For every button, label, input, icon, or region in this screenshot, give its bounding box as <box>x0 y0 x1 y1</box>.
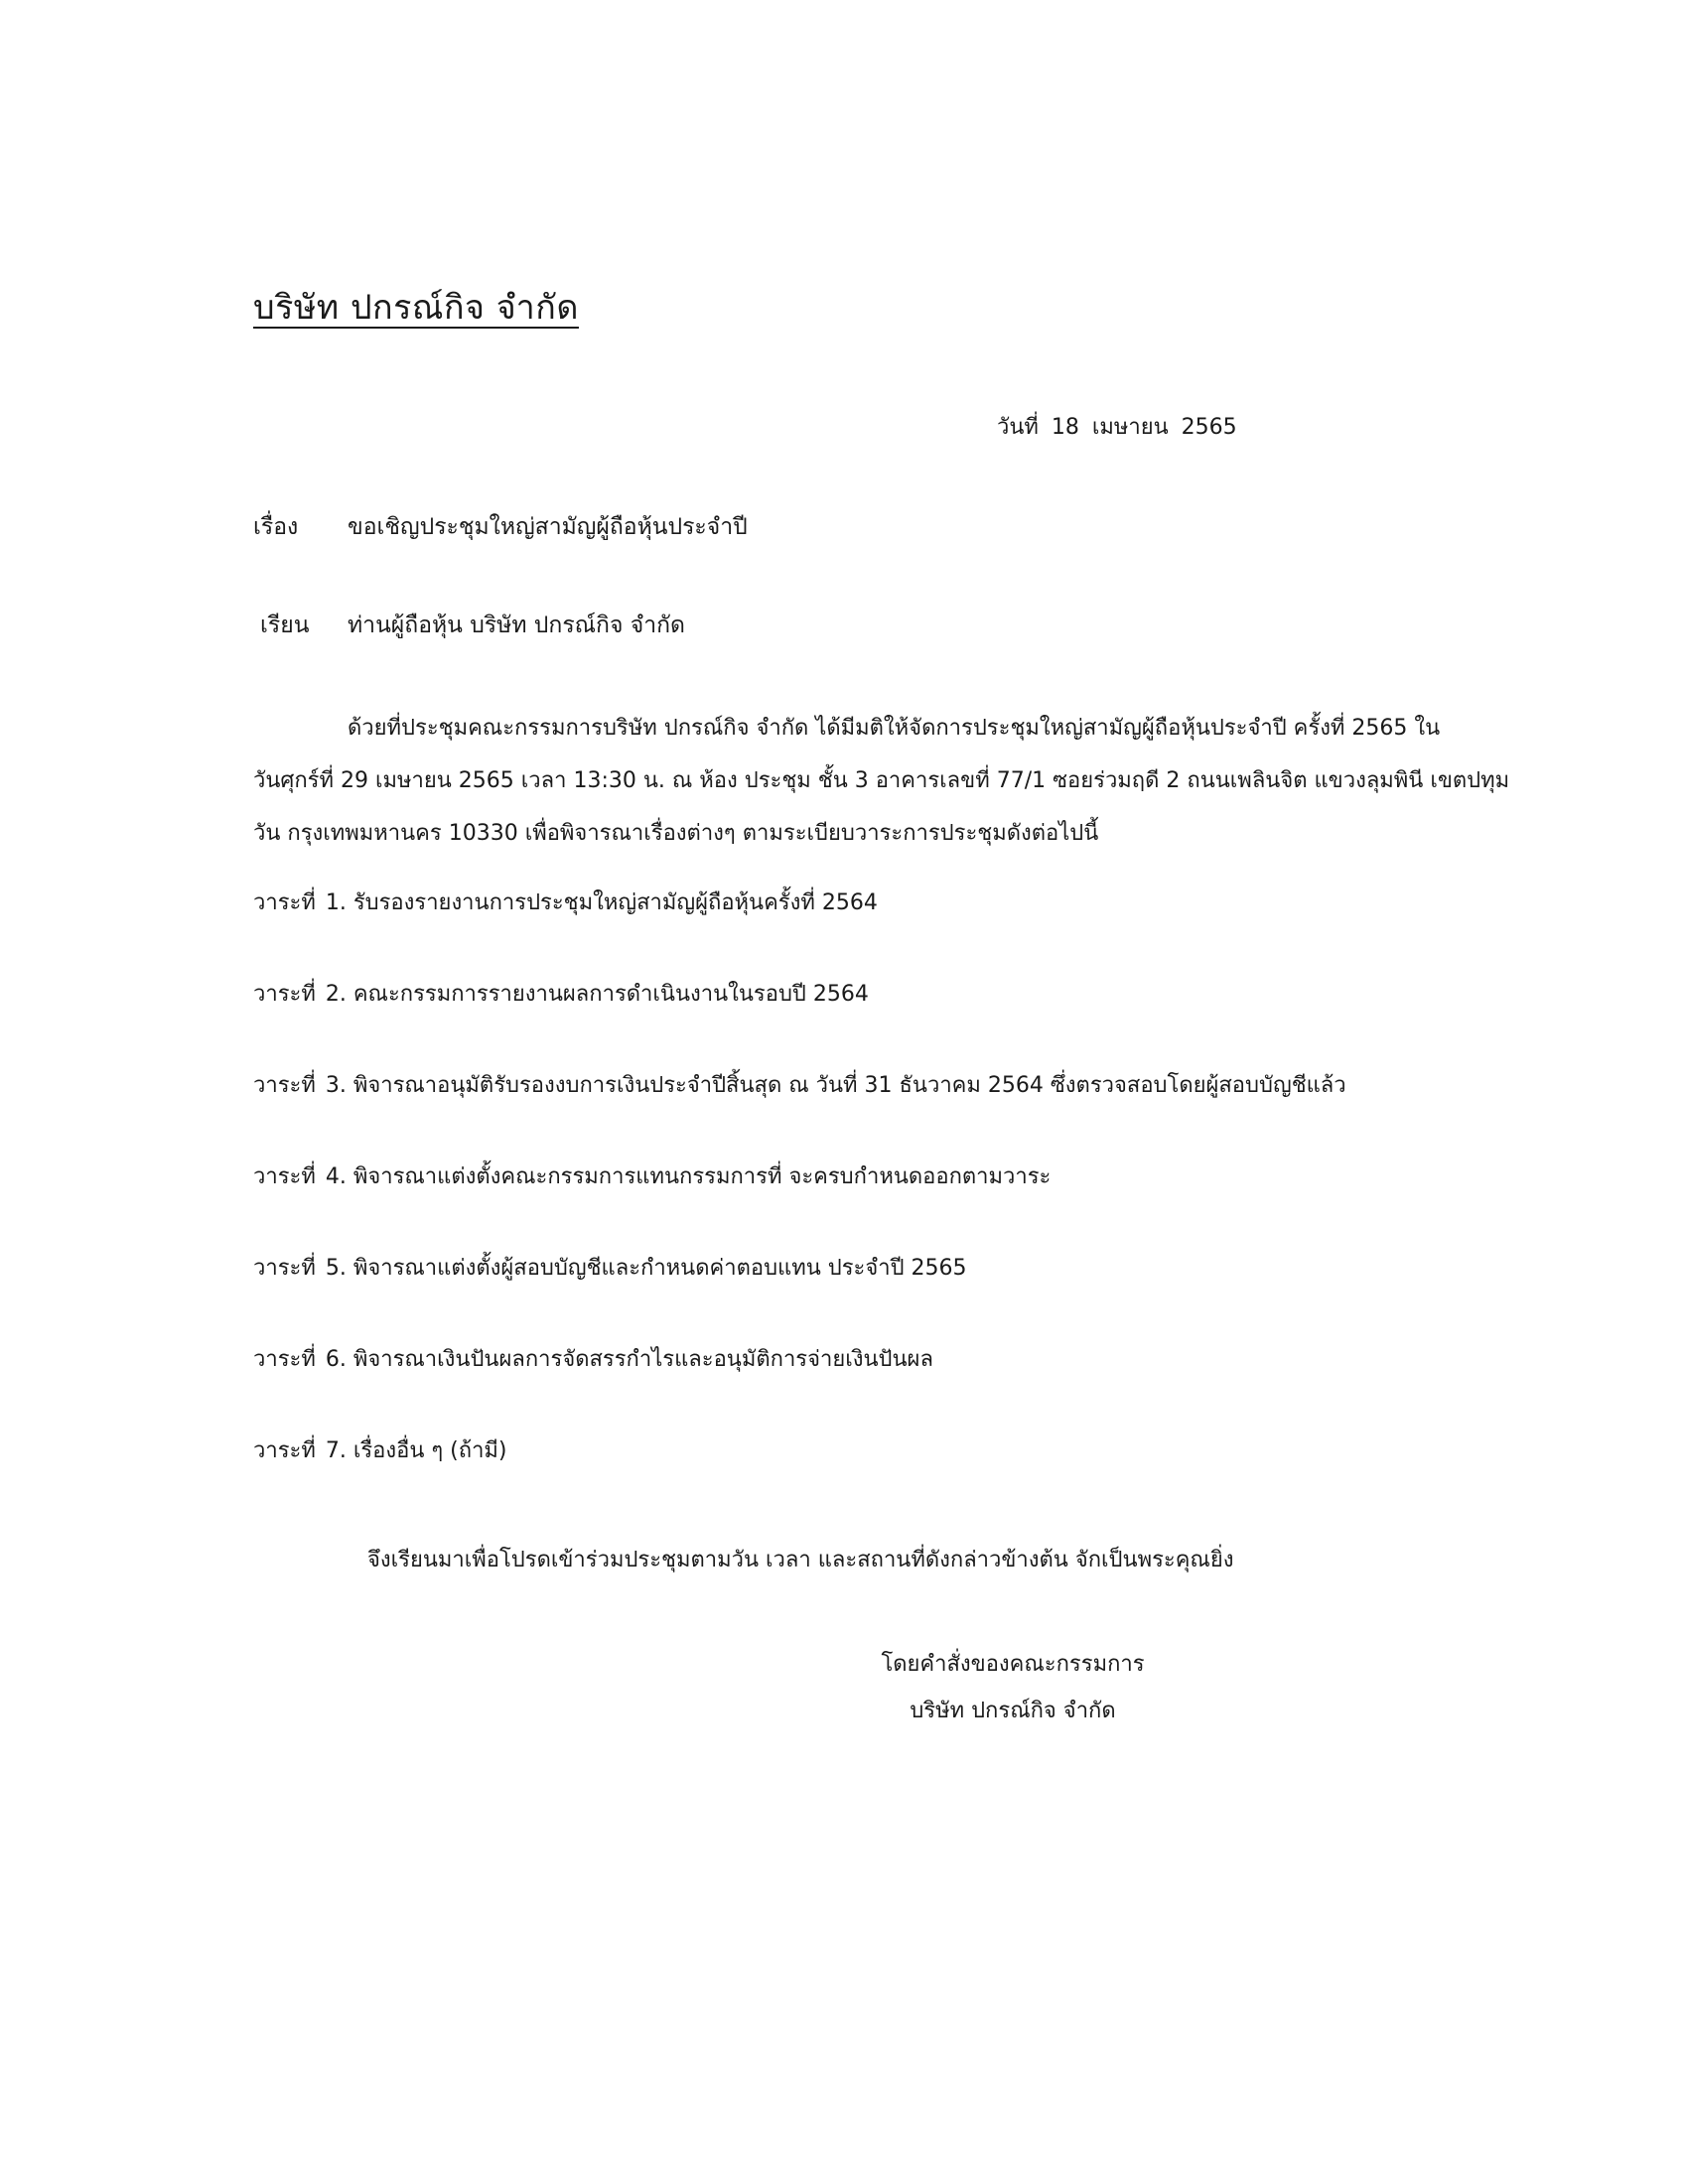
agenda-text: 3. พิจารณาอนุมัติรับรองงบการเงินประจำปีสิ้นสุด ณ วันที่ 31 ธันวาคม 2564 ซึ่งตรวจสอบโดยผู้สอบบัญชีแล้ว <box>325 1073 1346 1098</box>
agenda-item <box>253 885 1544 976</box>
agenda-prefix: วาระที่ <box>253 982 316 1007</box>
body-line: วันศุกร์ที่ 29 เมษายน 2565 เวลา 13:30 น. ณ ห้อง ประชุม ชั้น 3 อาคารเลขที่ 77/1 ซอยร่วมฤดี 2 ถนนเพลินจิต แขวงลุมพินี เขตปทุม <box>253 768 1510 793</box>
agenda-text: 4. พิจารณาแต่งตั้งคณะกรรมการแทนกรรมการที่ จะครบกำหนดออกตามวาระ <box>325 1164 1052 1189</box>
agenda-prefix: วาระที่ <box>253 1073 316 1098</box>
agenda-item <box>253 1159 1544 1250</box>
agenda-text: 7. เรื่องอื่น ๆ (ถ้ามี) <box>325 1438 507 1463</box>
subject-label: เรื่อง <box>253 514 299 540</box>
document-date: วันที่ 18 เมษายน 2565 <box>997 415 1237 440</box>
agenda-item <box>253 1433 1544 1524</box>
agenda-text: 5. พิจารณาแต่งตั้งผู้สอบบัญชีและกำหนดค่าตอบแทน ประจำปี 2565 <box>325 1256 967 1281</box>
agenda-text: 2. คณะกรรมการรายงานผลการดำเนินงานในรอบปี 2564 <box>325 982 869 1007</box>
agenda-text: 6. พิจารณาเงินปันผลการจัดสรรกำไรและอนุมัติการจ่ายเงินปันผล <box>325 1347 933 1372</box>
agenda-prefix: วาระที่ <box>253 890 316 915</box>
recipient-label: เรียน <box>260 613 310 638</box>
body-paragraph <box>253 702 1524 860</box>
agenda-prefix: วาระที่ <box>253 1438 316 1463</box>
agenda-item <box>253 1250 1544 1341</box>
company-heading: บริษัท ปกรณ์กิจ จำกัด <box>253 288 579 328</box>
closing-sentence: จึงเรียนมาเพื่อโปรดเข้าร่วมประชุมตามวัน เวลา และสถานที่ดังกล่าวข้างต้น จักเป็นพระคุณยิ่ง <box>367 1548 1234 1572</box>
agenda-prefix: วาระที่ <box>253 1347 316 1372</box>
body-line: วัน กรุงเทพมหานคร 10330 เพื่อพิจารณาเรื่องต่างๆ ตามระเบียบวาระการประชุมดังต่อไปนี้ <box>253 821 1099 846</box>
agenda-item <box>253 1067 1544 1159</box>
agenda-item <box>253 1341 1544 1433</box>
agenda-prefix: วาระที่ <box>253 1164 316 1189</box>
agenda-text: 1. รับรองรายงานการประชุมใหญ่สามัญผู้ถือหุ้นครั้งที่ 2564 <box>325 890 878 915</box>
subject-value: ขอเชิญประชุมใหญ่สามัญผู้ถือหุ้นประจำปี <box>348 514 748 540</box>
recipient-value: ท่านผู้ถือหุ้น บริษัท ปกรณ์กิจ จำกัด <box>348 613 685 638</box>
agenda-list <box>253 885 1544 1524</box>
signature-line-company: บริษัท ปกรณ์กิจ จำกัด <box>910 1699 1116 1723</box>
agenda-item <box>253 976 1544 1067</box>
signature-block <box>814 1641 1211 1734</box>
agenda-prefix: วาระที่ <box>253 1256 316 1281</box>
body-line: ด้วยที่ประชุมคณะกรรมการบริษัท ปกรณ์กิจ จำกัด ได้มีมติให้จัดการประชุมใหญ่สามัญผู้ถือหุ้นประจำปี ครั้งที่ 2565 ใน <box>348 716 1441 741</box>
signature-line-authority: โดยคำสั่งของคณะกรรมการ <box>881 1652 1145 1677</box>
